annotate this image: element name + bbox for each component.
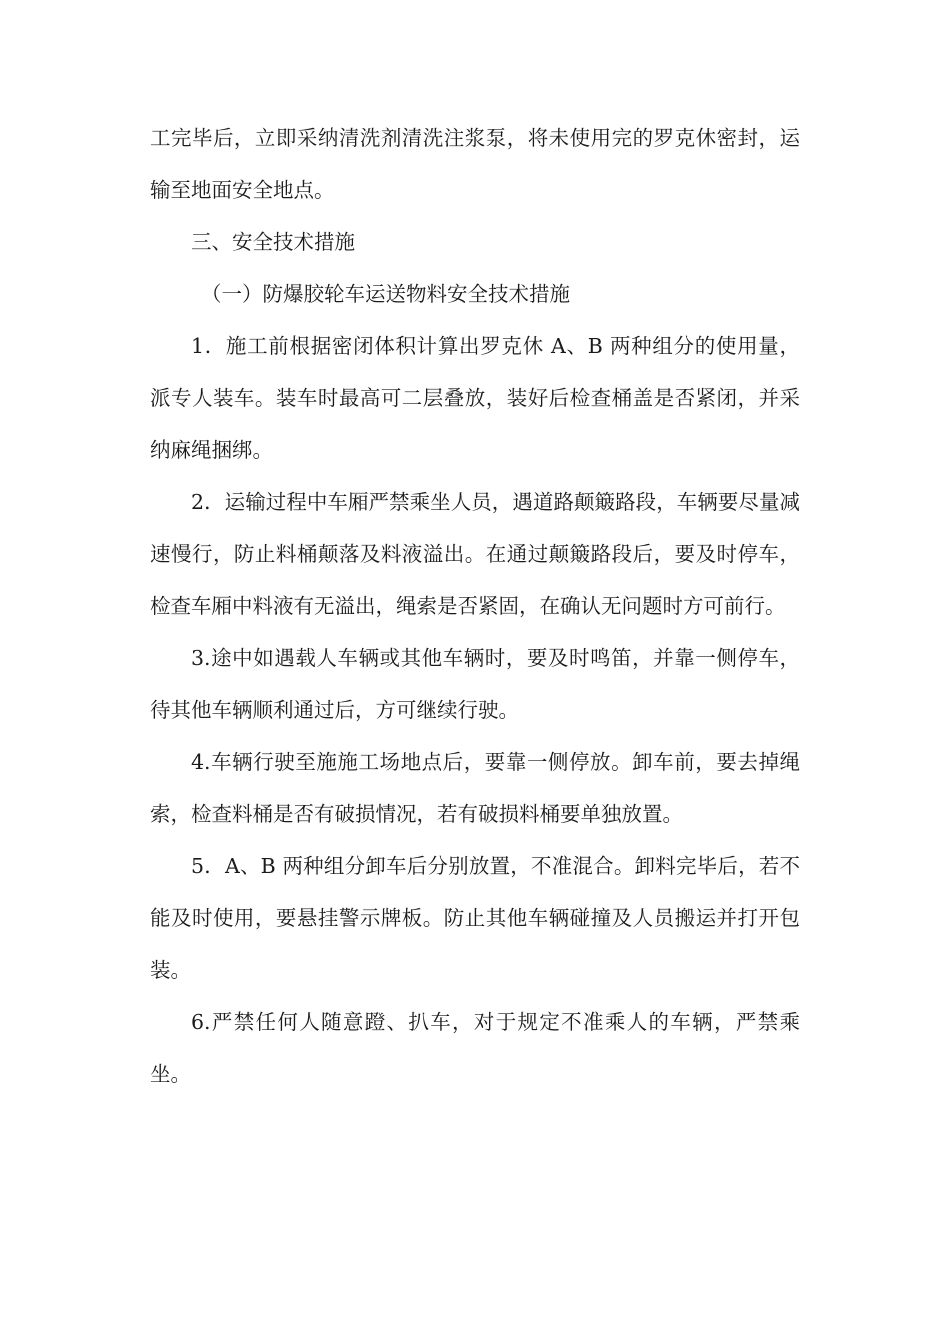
section-heading: 三、安全技术措施 [191,230,355,254]
list-item-1: 1．施工前根据密闭体积计算出罗克休 A、B 两种组分的使用量，派专人装车。装车时最高可二层叠放，装好后检查桶盖是否紧闭，并采纳麻绳捆绑。 [150,334,800,462]
list-item-6: 6.严禁任何人随意蹬、扒车，对于规定不准乘人的车辆，严禁乘坐。 [150,1010,800,1086]
list-item-5: 5．A、B 两种组分卸车后分别放置，不准混合。卸料完毕后，若不能及时使用，要悬挂警示牌板。防止其他车辆碰撞及人员搬运并打开包装。 [150,854,800,982]
subsection-heading: （一）防爆胶轮车运送物料安全技术措施 [201,282,570,306]
list-item-3: 3.途中如遇载人车辆或其他车辆时，要及时鸣笛，并靠一侧停车，待其他车辆顺利通过后，方可继续行驶。 [150,646,800,722]
list-item-2: 2．运输过程中车厢严禁乘坐人员，遇道路颠簸路段，车辆要尽量减速慢行，防止料桶颠落及料液溢出。在通过颠簸路段后，要及时停车，检查车厢中料液有无溢出，绳索是否紧固，在确认无问题时方可前行。 [150,490,800,618]
list-item-4: 4.车辆行驶至施施工场地点后，要靠一侧停放。卸车前，要去掉绳索，检查料桶是否有破损情况，若有破损料桶要单独放置。 [150,750,800,826]
document-body [150,112,800,1100]
paragraph-continuation: 工完毕后，立即采纳清洗剂清洗注浆泵，将未使用完的罗克休密封，运输至地面安全地点。 [150,126,800,202]
